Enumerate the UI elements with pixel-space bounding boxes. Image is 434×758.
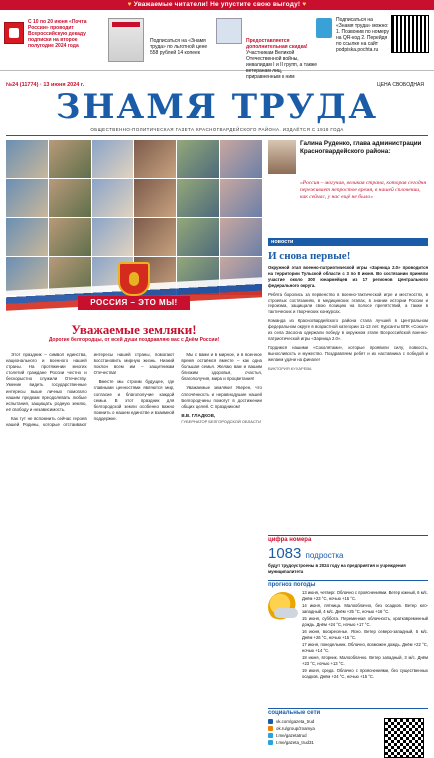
- signature-role: ГУБЕРНАТОР БЕЛГОРОДСКОЙ ОБЛАСТИ: [181, 418, 261, 424]
- newspaper-subtitle: ОБЩЕСТВЕННО-ПОЛИТИЧЕСКАЯ ГАЗЕТА КРАСНОГВАРДЕЙСКОГО РАЙОНА. ИЗДАЁТСЯ С 1918 ГОДА: [90, 127, 344, 132]
- issue-number: №24 (11774) · 13 июня 2024 г.: [6, 82, 85, 88]
- forecast-day: 16 июня, воскресенье. Ясно. Ветер северо-западный, 5 м/с. Днём +26 °С, ночью +15 °С.: [302, 629, 428, 640]
- news-headline[interactable]: И снова первые!: [268, 250, 351, 262]
- collage-photo: [49, 140, 91, 178]
- newspaper-thumbnail: [108, 18, 144, 62]
- forecast-day: 13 июня, четверг. Облачно с прояснениями. Ветер южный, 6 м/с. Днём +23 °С, ночью +15 °С.: [302, 590, 428, 601]
- collage-photo: [220, 140, 262, 178]
- section-header-news: новости: [268, 238, 428, 246]
- divider: [6, 135, 428, 136]
- masthead: [0, 73, 434, 137]
- digit-unit: подростка: [305, 551, 344, 560]
- vk-icon: [268, 719, 273, 724]
- collage-photo: [134, 140, 176, 178]
- article-paragraph: Мы с вами и в мирное, и в военное время остаёмся вместе – как одна большая семья. Желаю вам и вашим близким здоровья, счастья, благополучия, мира и процветания!: [181, 352, 262, 382]
- quote-text: «Россия – могучая, великая страна, которая сегодня переживает непростое время, в нашей сплочении, как сейчас, у нас ещё не было»: [300, 180, 427, 200]
- banner-slogan: РОССИЯ – ЭТО МЫ!: [78, 296, 190, 310]
- cloud-icon: [274, 608, 298, 618]
- social-link[interactable]: vk.com/gazeta_trud: [268, 718, 378, 725]
- promo-row: [0, 11, 434, 80]
- promo-text: С 10 по 20 июня «Почта России» проводит Всероссийскую декаду подписки на второе полугодие 2024 года: [28, 19, 87, 49]
- collage-photo: [49, 218, 91, 256]
- price-label: ЦЕНА СВОБОДНАЯ: [377, 82, 424, 88]
- promo-text: Подписаться на «Знамя труда» по льготной цене 558 рублей 14 копеек: [150, 38, 208, 56]
- ok-icon: [268, 726, 273, 731]
- forecast-list: [302, 590, 428, 681]
- promo-how-to-subscribe[interactable]: [316, 14, 432, 68]
- forecast-day: 15 июня, суббота. Переменная облачность, кратковременный дождь. Днём +24 °С, ночью +17 °С.: [302, 616, 428, 627]
- top-ribbon: [0, 0, 434, 10]
- greeting-subtitle: Дорогие белгородцы, от всей души поздравляю вас с Днём России!: [48, 337, 220, 343]
- signature: В.В. ГЛАДКОВ,: [181, 412, 216, 418]
- forecast-day: 14 июня, пятница. Малооблачно, без осадков. Ветер юго-западный, 4 м/с. Днём +25 °С, ночью +16 °С.: [302, 603, 428, 614]
- promo-discount[interactable]: [216, 14, 318, 80]
- telegram-icon: [268, 740, 273, 745]
- collage-photo: [134, 218, 176, 256]
- collage-photo: [6, 218, 48, 256]
- collage-photo: [6, 140, 48, 178]
- digit-of-issue: [268, 545, 344, 562]
- article-paragraph: Как тут не вспомнить сейчас героев нашей Родины, которые отстаивают интересы нашей страны, помогают восстановить мирную жизнь. Низкий поклон всем им – защитникам Отечества!: [6, 352, 175, 428]
- collage-photo: [49, 179, 91, 217]
- news-paragraph: Ребята боролись за первенство в военно-тактической игре и местностях, в строевых состязаниях, в медицинских этапах, в знании истории России и героизма, защищали свою позицию на полосе препятствий, а также в тактических и творческих конкурсах.: [268, 291, 428, 315]
- collage-photo: [177, 218, 219, 256]
- greeting-title: Уважаемые земляки!: [71, 322, 197, 337]
- collage-photo: [6, 179, 48, 217]
- digit-value: 1083: [268, 545, 302, 562]
- quote-author: Галина Руденко, глава администрации Красногвардейского района:: [300, 140, 422, 155]
- forecast-day: 17 июня, понедельник. Облачно, возможен дождь. Днём +22 °С, ночью +14 °С.: [302, 642, 428, 653]
- collage-photo: [220, 218, 262, 256]
- greeting-article: [6, 352, 262, 610]
- forecast-day: 18 июня, вторник. Малооблачно. Ветер западный, 3 м/с. Днём +23 °С, ночью +13 °С.: [302, 655, 428, 666]
- collage-photo: [92, 179, 134, 217]
- promo-subscription-price[interactable]: [108, 14, 214, 68]
- article-paragraph: Этот праздник – символ единства, национального и военного нашей страны. На протяжении многих столетий граждане России честно и бескорыстно служили Отечеству. Умение видеть государственные интересы выше личных помогало нашим предкам преодолевать любые испытания, защищать родную землю, её свободу и независимость.: [6, 352, 87, 412]
- promo-post-decade[interactable]: [4, 14, 100, 68]
- promo-body: Участникам Великой Отечественной войны, инвалидам I и II групп, а также ветеранам лиц, приравненным к ним: [246, 50, 318, 80]
- promo-title: Предоставляется дополнительная скидка!: [246, 38, 308, 50]
- weather-forecast: [268, 590, 428, 705]
- news-byline: ВИКТОРИЯ КУХАРЕВА: [268, 365, 312, 371]
- portrait-photo: [268, 140, 296, 174]
- news-paragraph: Команда из Красногвардейского района стала лучшей в Центральном федеральном округе в возрастной категории 11-13 лет. Курсанты ВПК «Сокол» из села Засосна одержали победу в окружном этапе Всероссийской военно-патриотической игры «Зарница 2.0».: [268, 318, 428, 341]
- collage-photo: [134, 179, 176, 217]
- telegram-icon: [268, 733, 273, 738]
- news-article: [268, 265, 428, 372]
- post-logo-icon: [4, 22, 24, 44]
- digit-note: будут трудоустроены в 2024 году на предприятия и учреждения муниципалитета: [268, 563, 406, 574]
- collage-photo: [92, 140, 134, 178]
- phone-icon: [316, 18, 332, 38]
- section-header-forecast: прогноз погоды: [268, 580, 428, 588]
- social-link[interactable]: ok.ru/group/znamya: [268, 725, 378, 732]
- social-links: [268, 718, 378, 746]
- heart-icon: ♥: [302, 1, 307, 8]
- promo-text: Подписаться на «Знамя труда» можно: 1. Позвонив по номеру на QR-код 2. Перейдя по ссылке на сайт podpiska.pochta.ru: [336, 17, 390, 53]
- discount-image: [216, 18, 242, 44]
- russia-banner: [6, 262, 262, 317]
- newspaper-logo: ЗНАМЯ ТРУДА: [55, 87, 379, 127]
- coat-of-arms-icon: [118, 262, 150, 296]
- collage-photo: [177, 140, 219, 178]
- ribbon-text: Уважаемые читатели! Не упустите свою выгоду!: [133, 1, 301, 8]
- collage-photo: [220, 179, 262, 217]
- qr-code-icon[interactable]: [391, 15, 429, 53]
- forecast-day: 19 июня, среда. Облачно с прояснениями, без существенных осадков. Днём +24 °С, ночью +15 °С.: [302, 668, 428, 679]
- article-paragraph: Вместе мы строим будущее, где главными ценностями являются мир, согласие и благополучие каждой семьи. В этот праздник для белгородской земли особенно важно помнить о нашем единстве и взаимной поддержке.: [93, 379, 175, 421]
- collage-photo: [92, 218, 134, 256]
- qr-code-icon[interactable]: [384, 718, 424, 758]
- article-paragraph: Уважаемые земляки! Уверен, что сплочённость и неравнодушие нашей Белгородчины помогут в достижении общих целей. С праздником!: [181, 385, 262, 409]
- section-header-digit: цифра номера: [268, 535, 428, 543]
- social-link[interactable]: t.me/gazetatrud: [268, 732, 378, 739]
- heart-icon: ♥: [127, 1, 132, 8]
- section-header-social: социальные сети: [268, 708, 428, 716]
- news-paragraph: Гордимся нашими «Соколятами», которые проявили силу, ловкость, выносливость и мужество. Поздравляем ребят и их наставника с победой и желаем удачи на финале!: [268, 344, 428, 362]
- news-paragraph: Окружной этап военно-патриотической игры «Зарница 2.0» проводится на территории Тульской области с 3 по 8 июня. Во состязании приняли участие около 300 юнармейцев из 17 регионов Центрального федерального округа.: [268, 265, 428, 288]
- collage-photo: [177, 179, 219, 217]
- social-link[interactable]: t.me/gazeta_trud31: [268, 739, 378, 746]
